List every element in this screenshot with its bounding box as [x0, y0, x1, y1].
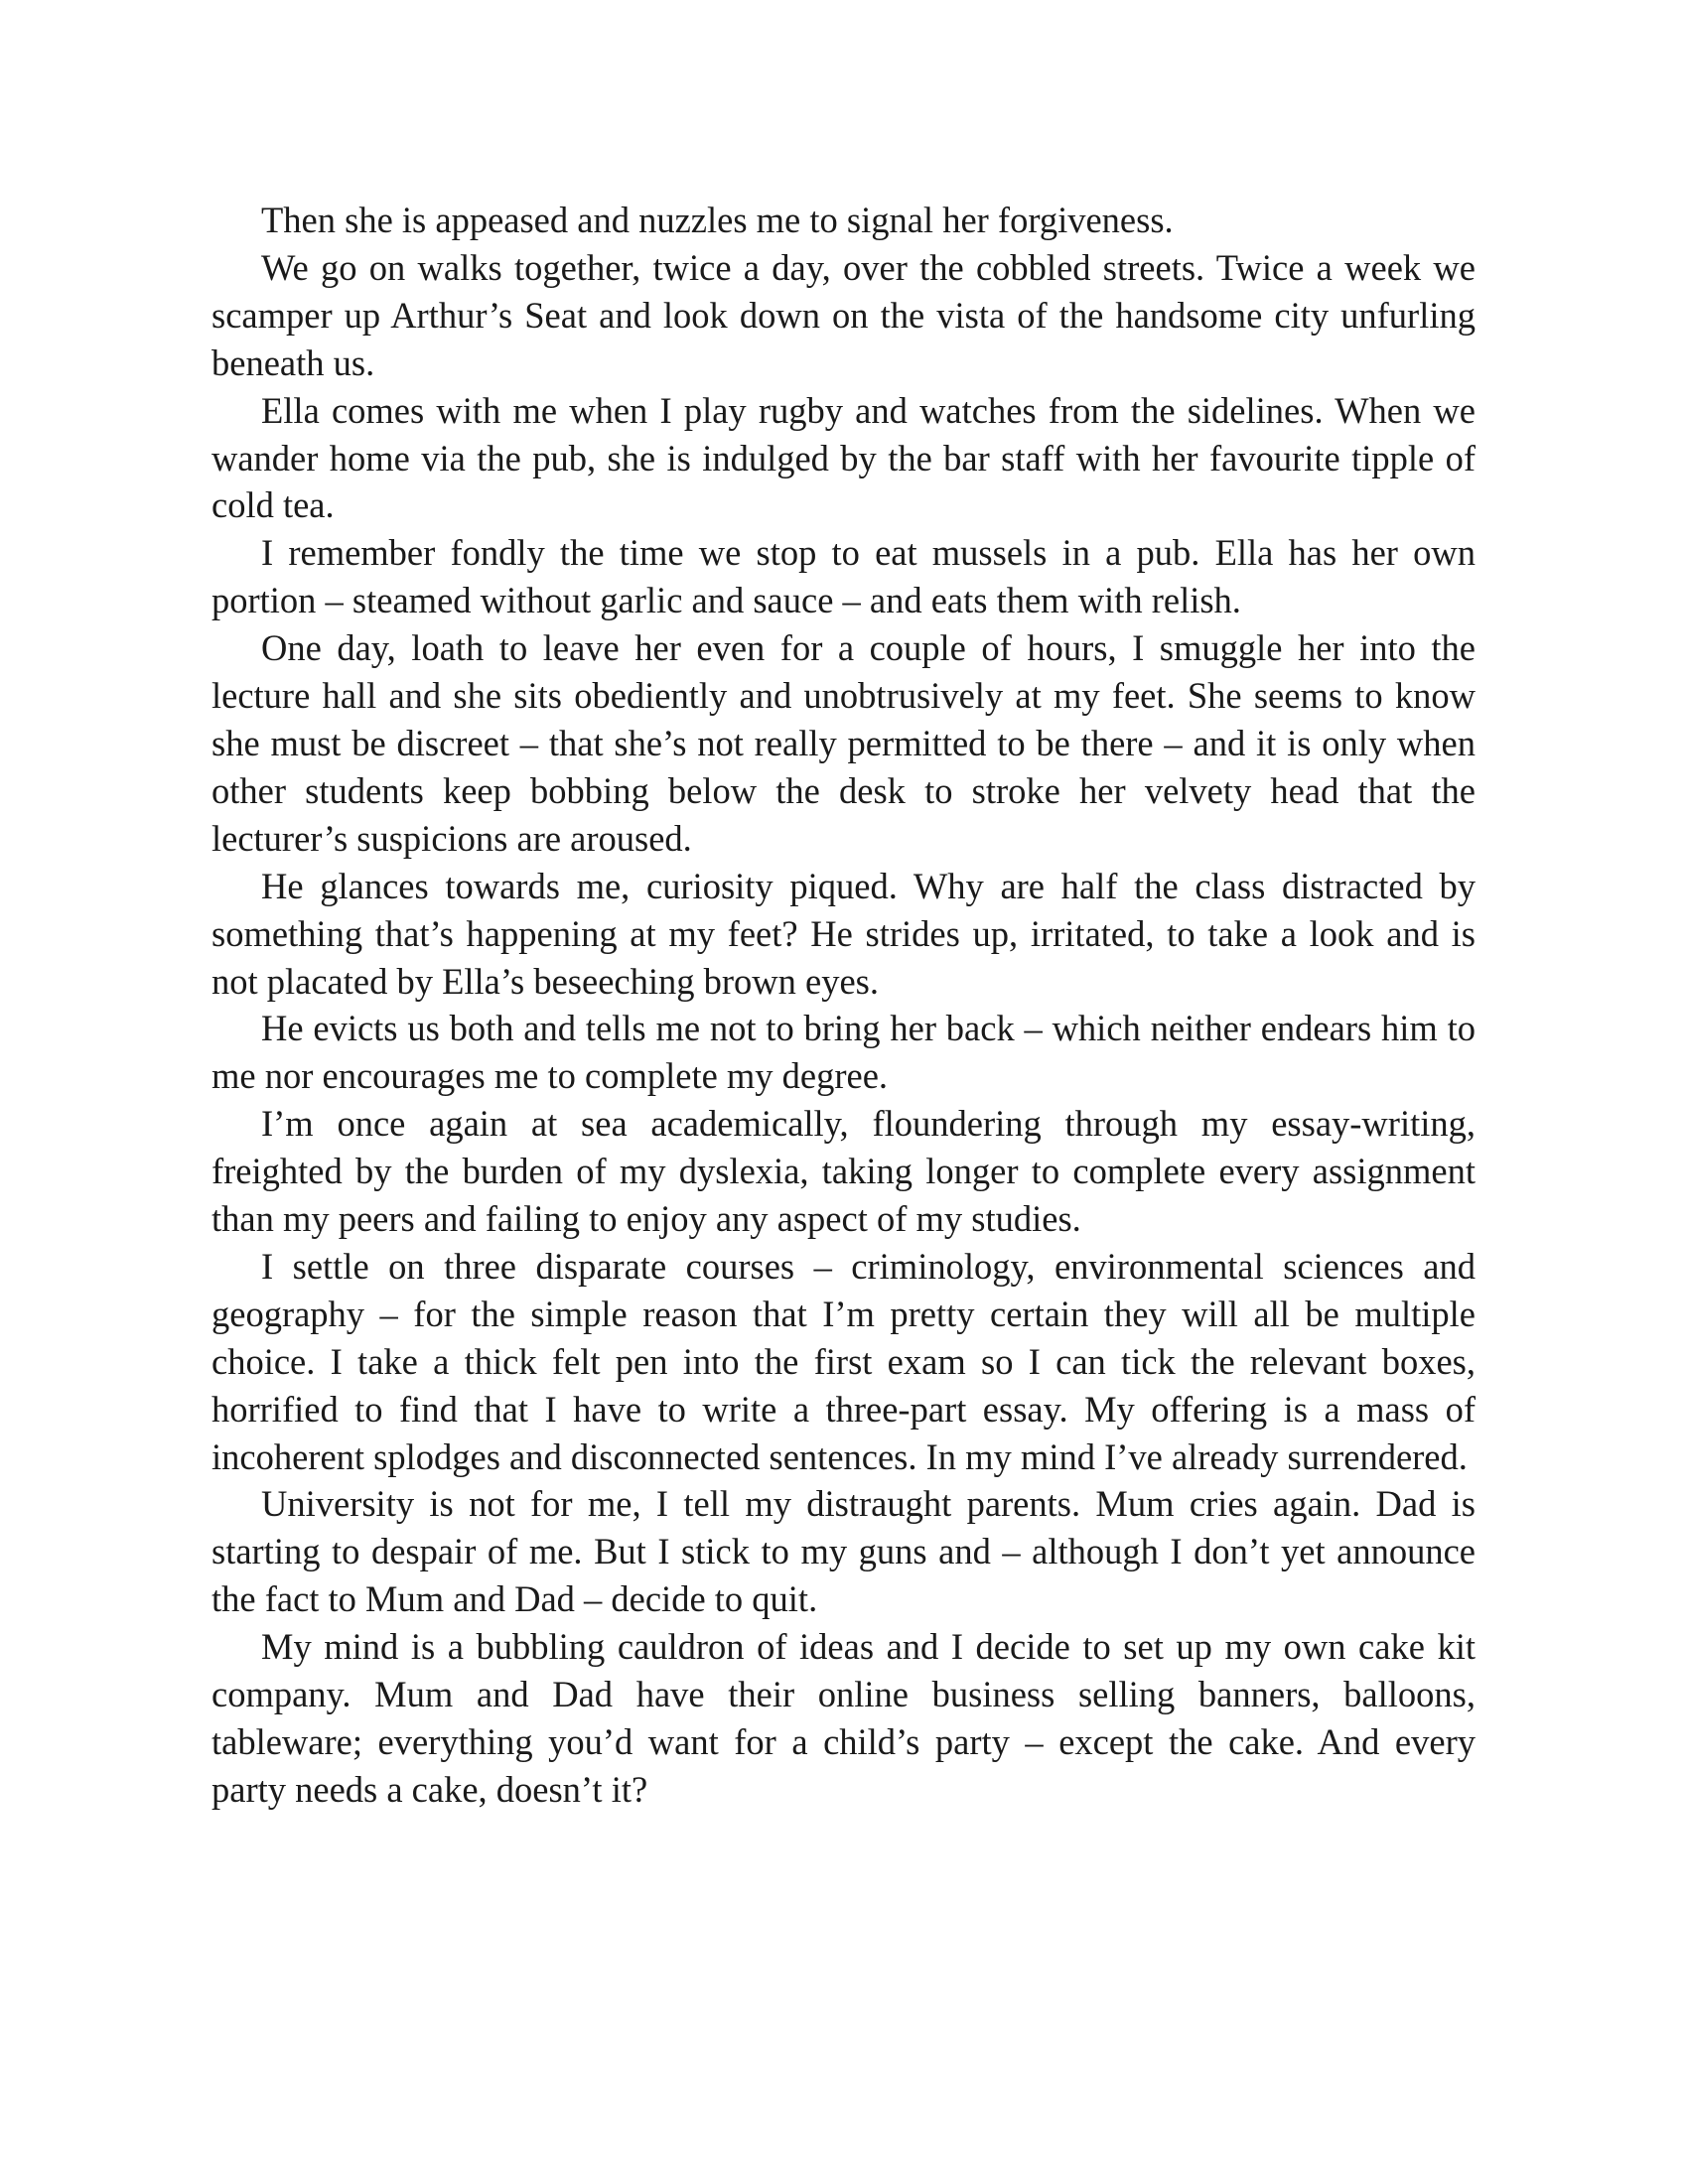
body-text [211, 197, 1476, 1814]
paragraph-2: We go on walks together, twice a day, over the cobbled streets. Twice a week we scamper up Arthur’s Seat and look down on the vista of the handsome city unfurling beneath us. [211, 246, 1476, 383]
paragraph-6: He glances towards me, curiosity piqued. Why are half the class distracted by something that’s happening at my feet? He strides up, irritated, to take a look and is not placated by Ella’s beseeching brown eyes. [211, 865, 1476, 1002]
paragraph-4: I remember fondly the time we stop to eat mussels in a pub. Ella has her own portion – steamed without garlic and sauce – and eats them with relish. [211, 532, 1476, 621]
paragraph-1: Then she is appeased and nuzzles me to signal her forgiveness. [261, 200, 1174, 240]
paragraph-3: Ella comes with me when I play rugby and watches from the sidelines. When we wander home via the pub, she is indulged by the bar staff with her favourite tipple of cold tea. [211, 389, 1476, 526]
paragraph-5: One day, loath to leave her even for a couple of hours, I smuggle her into the lecture hall and she sits obediently and unobtrusively at my feet. She seems to know she must be discreet – that she’s not really permitted to be there – and it is only when other students keep bobbing below the desk to stroke her velvety head that the lecturer’s suspicions are aroused. [211, 627, 1476, 859]
paragraph-9: I settle on three disparate courses – criminology, environmental sciences and geography – for the simple reason that I’m pretty certain they will all be multiple choice. I take a thick felt pen into the first exam so I can tick the relevant boxes, horrified to find that I have to write a three-part essay. My offering is a mass of incoherent splodges and disconnected sentences. In my mind I’ve already surrendered. [211, 1245, 1476, 1477]
paragraph-8: I’m once again at sea academically, floundering through my essay-writing, freighted by the burden of my dyslexia, taking longer to complete every assignment than my peers and failing to enjoy any aspect of my studies. [211, 1103, 1476, 1240]
paragraph-11: My mind is a bubbling cauldron of ideas and I decide to set up my own cake kit company. Mum and Dad have their online business selling banners, balloons, tableware; everything you’d want for a child’s party – except the cake. And every party needs a cake, doesn’t it? [211, 1626, 1476, 1810]
paragraph-10: University is not for me, I tell my distraught parents. Mum cries again. Dad is starting to despair of me. But I stick to my guns and – although I don’t yet announce the fact to Mum and Dad – decide to quit. [211, 1483, 1476, 1620]
paragraph-7: He evicts us both and tells me not to bring her back – which neither endears him to me nor encourages me to complete my degree. [211, 1008, 1476, 1097]
